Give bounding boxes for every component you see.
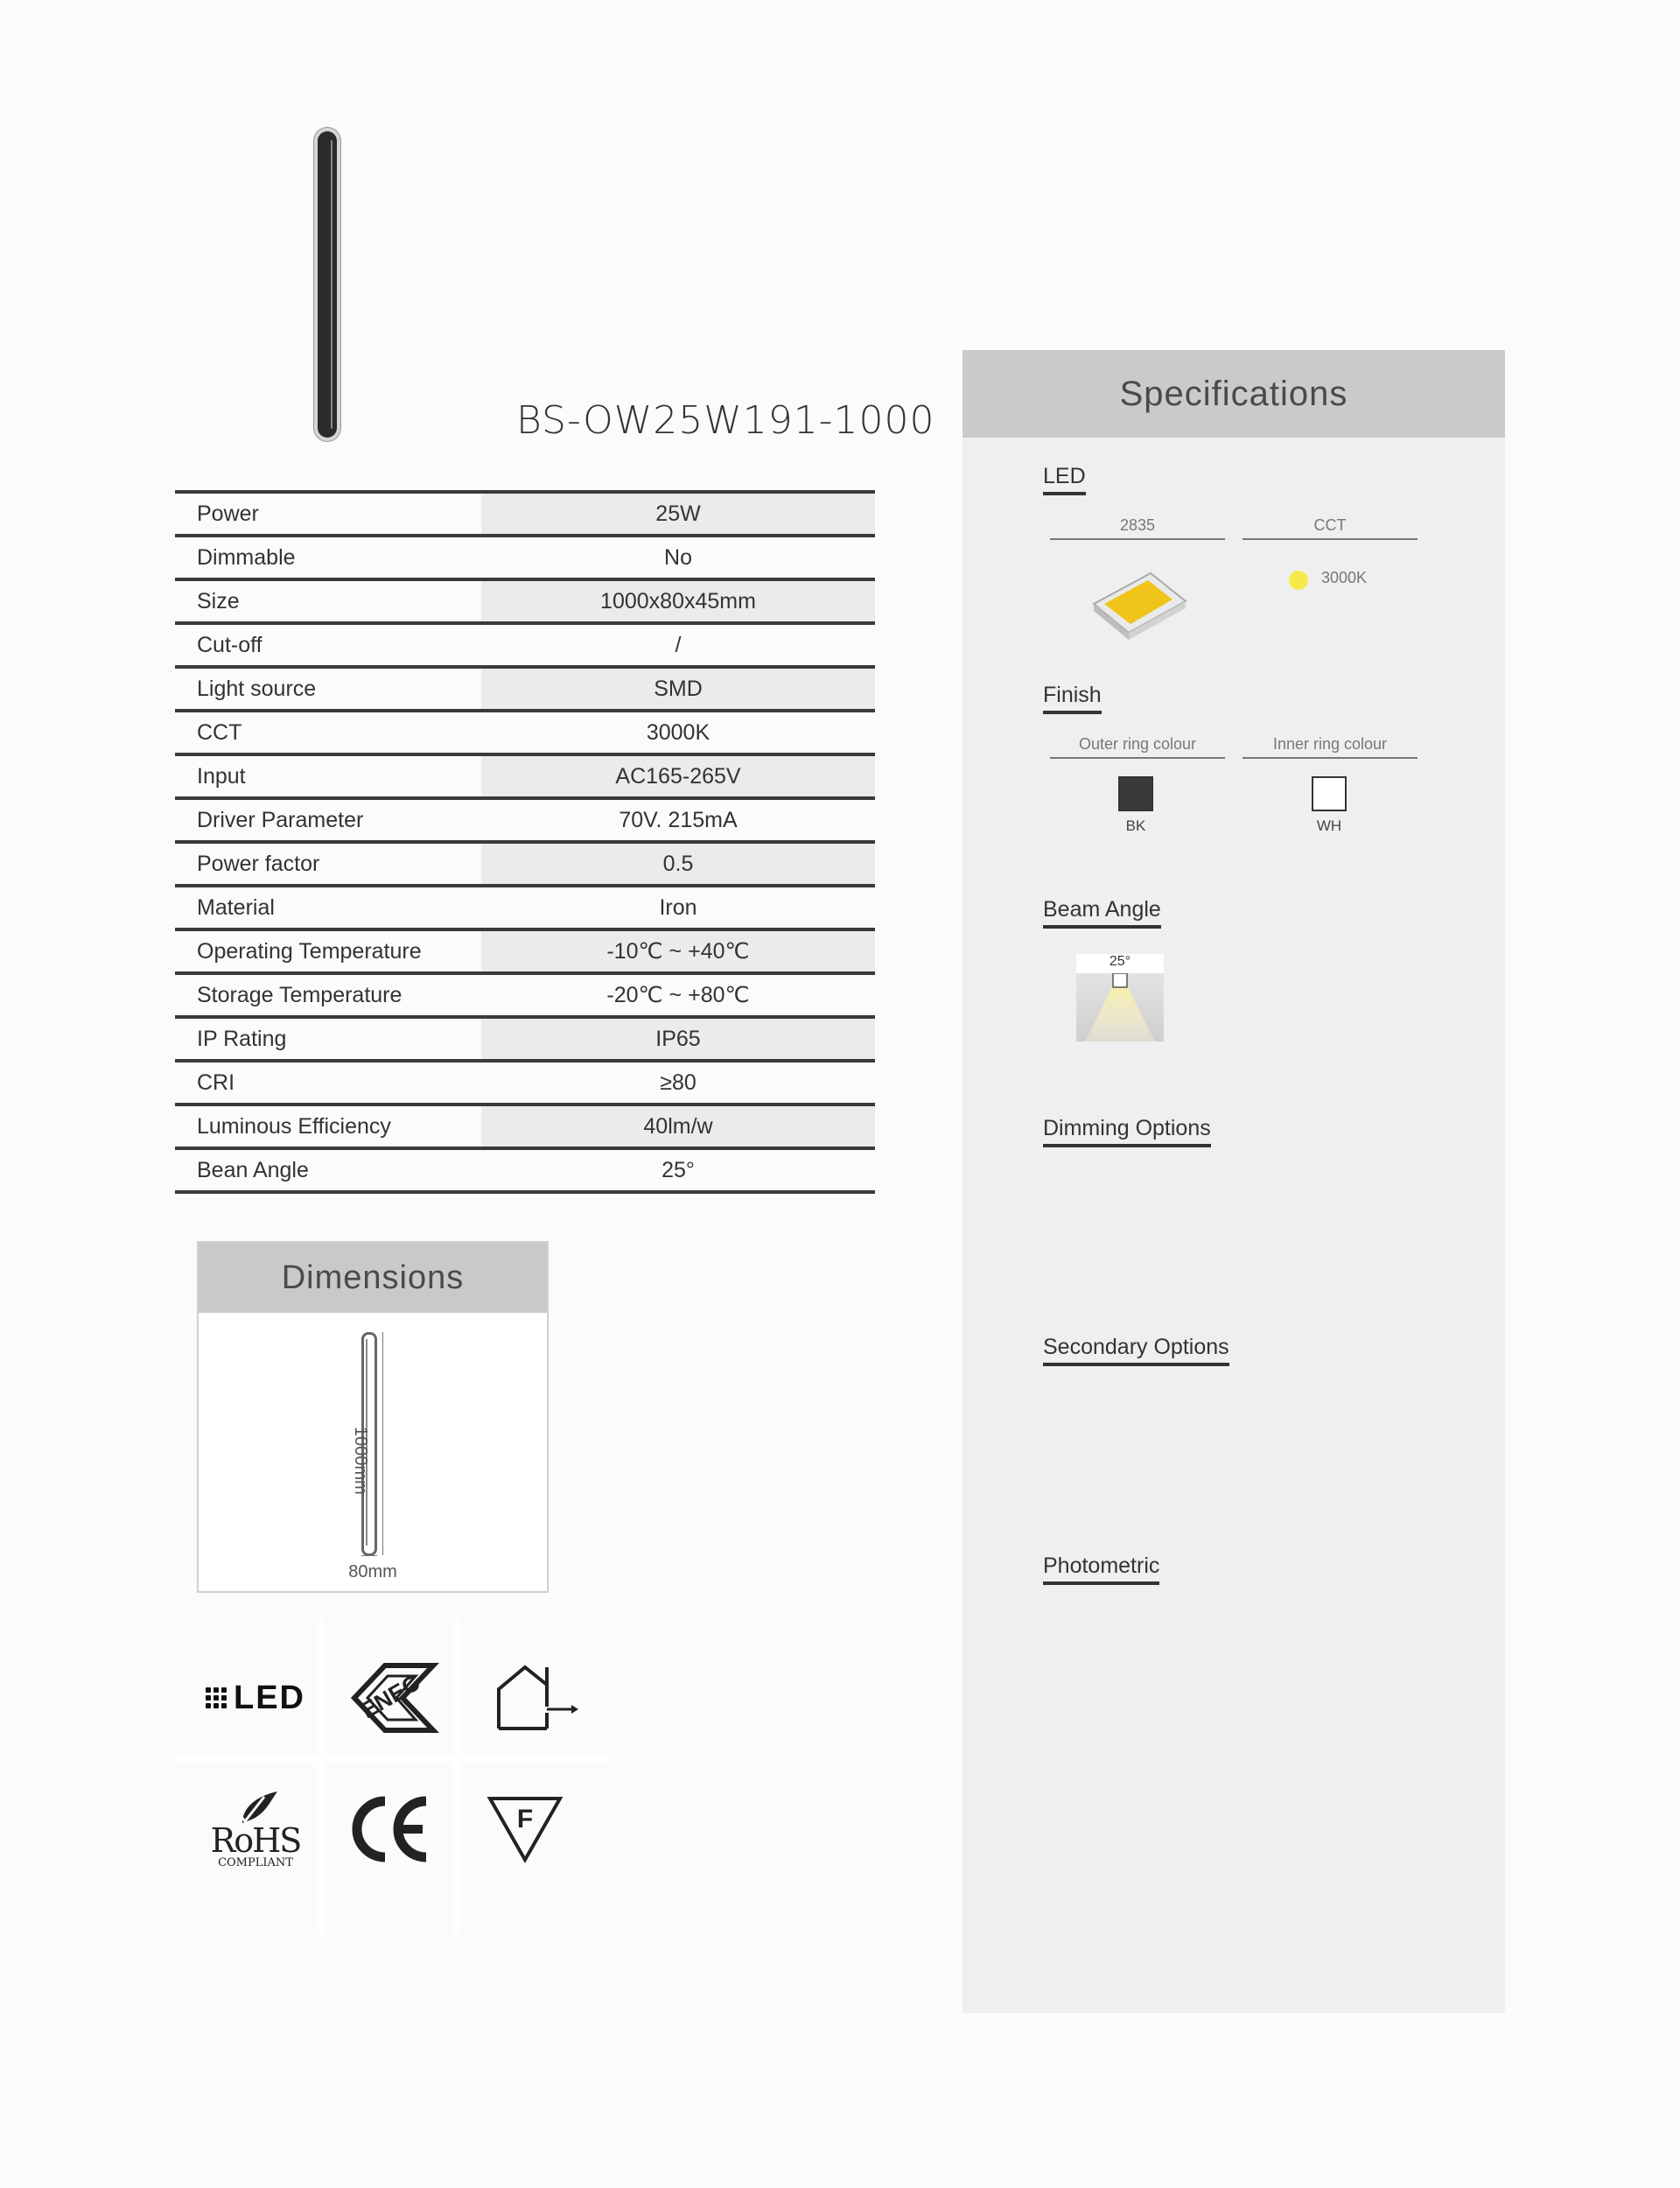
spec-row [175, 1062, 875, 1106]
led-chip-label: 2835 [1050, 516, 1225, 540]
rohs-icon-label: RoHS [210, 1820, 301, 1860]
photometric-section-title: Photometric [1043, 1553, 1159, 1585]
spec-row [175, 625, 875, 669]
finish-section-title: Finish [1043, 683, 1102, 714]
spec-label: Operating Temperature [197, 938, 422, 964]
f-mark-icon [464, 1768, 586, 1890]
spec-value: 0.5 [481, 844, 875, 884]
product-image [318, 131, 337, 438]
spec-table [175, 490, 875, 1194]
spec-value: 25° [662, 1157, 695, 1182]
enec-icon [328, 1637, 451, 1759]
spec-value: IP65 [481, 1019, 875, 1059]
outer-colour-code: BK [1125, 817, 1146, 834]
cert-grid-divider [451, 1619, 463, 1934]
spec-label: Size [197, 588, 240, 614]
outer-colour-swatch [1118, 776, 1153, 811]
beam-angle-diagram [1076, 954, 1164, 1041]
inner-colour-swatch [1312, 776, 1347, 811]
beam-angle-section-title: Beam Angle [1043, 897, 1161, 929]
led-section-title: LED [1043, 464, 1086, 495]
spec-value: 3000K [646, 719, 710, 745]
width-dimension-label: 80mm [348, 1562, 397, 1581]
spec-row [175, 494, 875, 537]
spec-row [175, 1150, 875, 1194]
spec-value: -20℃ ~ +80℃ [606, 983, 750, 1007]
spec-value: 70V. 215mA [619, 807, 738, 832]
indoor-house-icon [472, 1637, 595, 1759]
model-title: BS-OW25W191-1000 [516, 398, 935, 443]
rohs-icon-sub: COMPLIANT [218, 1855, 293, 1869]
spec-value: 25W [481, 494, 875, 534]
cert-grid-divider [315, 1619, 327, 1934]
spec-row [175, 712, 875, 756]
spec-row [175, 800, 875, 844]
spec-label: Luminous Efficiency [197, 1113, 391, 1139]
inner-ring-colour-label: Inner ring colour [1242, 735, 1418, 759]
spec-value: 1000x80x45mm [481, 581, 875, 621]
cct-color-dot [1289, 571, 1308, 590]
spec-row [175, 844, 875, 887]
spec-row [175, 931, 875, 975]
spec-label: Storage Temperature [197, 982, 402, 1007]
spec-row [175, 1019, 875, 1062]
spec-value: ≥80 [660, 1069, 696, 1095]
led-icon [194, 1637, 317, 1759]
spec-label: Power [197, 501, 259, 526]
beam-angle-value: 25° [1076, 954, 1164, 973]
spec-label: Input [197, 763, 246, 789]
ce-icon [328, 1768, 451, 1890]
spec-row [175, 887, 875, 931]
specifications-panel [962, 350, 1505, 2013]
rohs-leaf-icon [229, 1790, 282, 1825]
spec-label: CCT [197, 719, 242, 745]
height-dimension-line [382, 1332, 383, 1555]
spec-label: Dimmable [197, 544, 296, 570]
smd-chip-icon [1085, 565, 1190, 648]
outer-ring-colour-label: Outer ring colour [1050, 735, 1225, 759]
dimming-options-section-title: Dimming Options [1043, 1116, 1211, 1147]
spec-row [175, 756, 875, 800]
height-dimension-label: 1000mm [351, 1427, 370, 1495]
dimensions-title: Dimensions [199, 1243, 547, 1313]
spec-row [175, 581, 875, 625]
cct-label: CCT [1242, 516, 1418, 540]
spec-row [175, 669, 875, 712]
spec-value: / [675, 632, 682, 657]
led-dots-icon [206, 1687, 227, 1708]
spec-label: Light source [197, 676, 317, 701]
spec-label: CRI [197, 1069, 235, 1095]
specifications-title: Specifications [962, 350, 1505, 438]
rohs-icon [194, 1768, 317, 1890]
spec-label: Bean Angle [197, 1157, 309, 1182]
spec-value: Iron [659, 894, 697, 920]
spec-label: Driver Parameter [197, 807, 364, 832]
led-icon-label: LED [234, 1679, 305, 1716]
spec-value: AC165-265V [481, 756, 875, 796]
product-image-highlight [331, 140, 332, 429]
spec-label: Power factor [197, 851, 320, 876]
spec-value: SMD [481, 669, 875, 709]
f-mark-label: F [516, 1805, 534, 1834]
spec-label: Cut-off [197, 632, 262, 657]
spec-value: -10℃ ~ +40℃ [481, 931, 875, 971]
inner-colour-code: WH [1316, 817, 1342, 834]
dimensions-box [197, 1241, 549, 1593]
enec-icon-label: ENEC [356, 1669, 424, 1724]
spec-value: 40lm/w [481, 1106, 875, 1147]
spec-label: IP Rating [197, 1026, 287, 1051]
spec-row [175, 1106, 875, 1150]
spec-value: No [664, 544, 692, 570]
width-dimension-line [361, 1555, 377, 1556]
spec-label: Material [197, 894, 275, 920]
spec-row [175, 537, 875, 581]
cct-value: 3000K [1321, 569, 1368, 586]
secondary-options-section-title: Secondary Options [1043, 1335, 1229, 1366]
spec-row [175, 975, 875, 1019]
